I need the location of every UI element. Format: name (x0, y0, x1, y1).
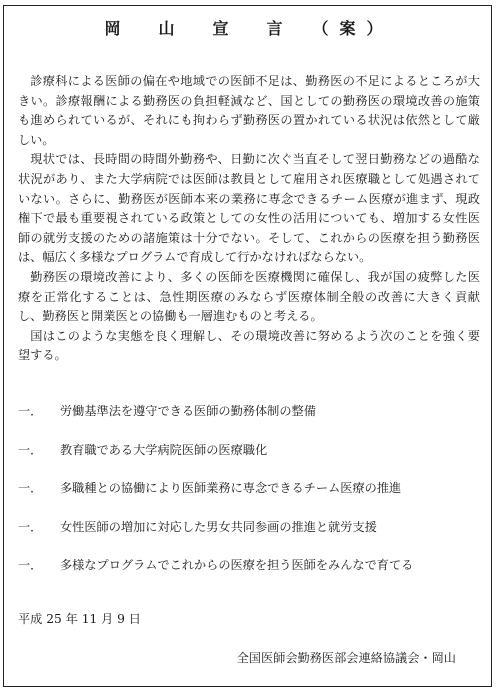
demand-item-3 (18, 478, 480, 517)
demand-bullet: 一． (18, 404, 43, 418)
demand-list (18, 401, 480, 594)
demand-text: 多様なプログラムでこれからの医療を担う医師をみんなで育てる (60, 558, 414, 572)
paragraph-3: 勤務医の環境改善により、多くの医師を医療機関に確保し、我が国の疲弊した医療を正常化することは、急性期医療のみならず医療体制全般の改善に大きく貢献し、勤務医と開業医との協働も一層進むものと考える。 (18, 269, 480, 324)
demand-text: 教育職である大学病院医師の医療職化 (60, 442, 268, 457)
demand-bullet: 一． (18, 519, 43, 534)
demand-item-5 (18, 555, 480, 594)
paragraph-1: 診療科による医師の偏在や地域での医師不足は、勤務医の不足によるところが大きい。診療報酬による勤務医の負担軽減など、国としての勤務医の環境改善の施策も進められているが、それにも拘わらず勤務医の置かれている状況は依然として厳しい。 (18, 74, 480, 147)
demand-item-4 (18, 517, 480, 556)
demand-text: 多職種との協働により医師業務に専念できるチーム医療の推進 (60, 481, 402, 495)
demand-text: 労働基準法を遵守できる医師の勤務体制の整備 (60, 404, 316, 418)
demand-bullet: 一． (18, 442, 43, 457)
paragraph-4: 国はこのような実態を良く理解し、その環境改善に努めるよう次のことを強く要望する。 (18, 328, 480, 363)
demand-text: 女性医師の増加に対応した男女共同参画の推進と就労支援 (60, 519, 377, 534)
document-date: 平成 25 年 11 月 9 日 (18, 612, 141, 626)
declaration-body (18, 72, 480, 366)
demand-item-1 (18, 401, 480, 440)
paragraph-2: 現状では、長時間の時間外勤務や、日勤に次ぐ当直そして翌日勤務などの過酷な状況があり、また大学病院では医師は教員として雇用され医療職として処遇されていない。さらに、勤務医が医師本来の業務に専念できるチーム医療が進まず、現政権下で最も重要視されている政策としての女性の活用についても、増加する女性医師の就労支援のための諸施策は十分でない。そして、これからの医療を担う勤務医は、幅広く多様なプログラムで育成して行かなければならない。 (18, 152, 480, 265)
demand-item-2 (18, 440, 480, 479)
demand-bullet: 一． (18, 481, 43, 495)
issuer-signature: 全国医師会勤務医部会連絡協議会・岡山 (236, 651, 456, 665)
document-title: 岡 山 宣 言 （案） (104, 19, 394, 38)
demand-bullet: 一． (18, 558, 43, 572)
